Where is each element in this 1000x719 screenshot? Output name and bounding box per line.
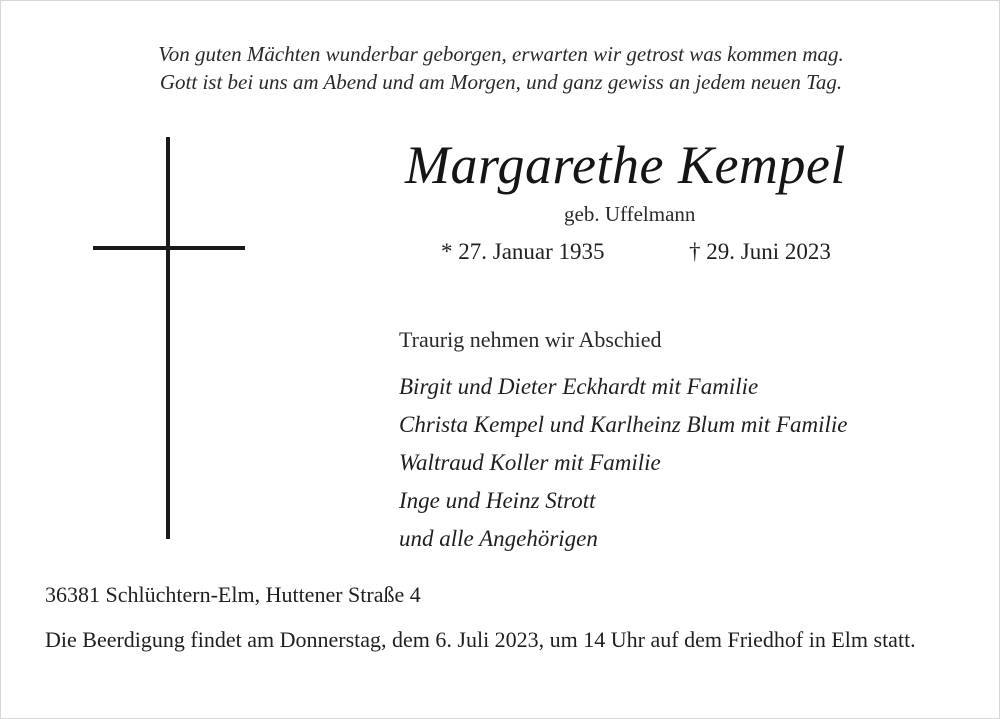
funeral-notice: Die Beerdigung findet am Donnerstag, dem 6. Juli 2023, um 14 Uhr auf dem Friedhof in Elm statt.: [45, 627, 916, 652]
birth-date: * 27. Januar 1935: [441, 239, 605, 264]
verse-line-1: Von guten Mächten wunderbar geborgen, erwarten wir getrost was kommen mag.: [158, 42, 844, 66]
mourner-item: Waltraud Koller mit Familie: [399, 450, 661, 475]
mourners-list: [399, 368, 848, 558]
maiden-name: geb. Uffelmann: [564, 202, 696, 226]
cross-vertical-bar: [166, 137, 170, 539]
deceased-name: Margarethe Kempel: [405, 135, 846, 195]
mourner-item: und alle Angehörigen: [399, 526, 598, 551]
death-date: † 29. Juni 2023: [689, 239, 831, 264]
mourner-item: Inge und Heinz Strott: [399, 488, 596, 513]
verse-line-2: Gott ist bei uns am Abend und am Morgen, und ganz gewiss an jedem neuen Tag.: [159, 70, 843, 94]
cross-horizontal-bar: [93, 246, 245, 250]
mourner-item: Birgit und Dieter Eckhardt mit Familie: [399, 374, 759, 399]
family-address: 36381 Schlüchtern-Elm, Huttener Straße 4: [45, 582, 421, 607]
mourner-item: Christa Kempel und Karlheinz Blum mit Familie: [399, 412, 848, 437]
mourning-intro: Traurig nehmen wir Abschied: [399, 327, 662, 352]
